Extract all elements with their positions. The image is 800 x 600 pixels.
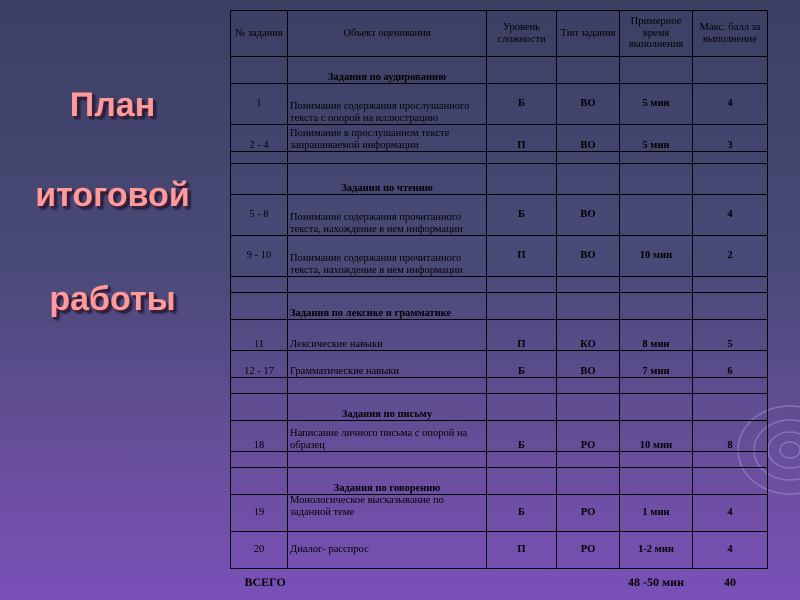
task-object: Написание личного письма с опорой на образец [288, 421, 487, 452]
total-row [231, 569, 768, 598]
section-row [231, 468, 768, 495]
section-title-reading: Задания по чтению [288, 164, 487, 195]
spacer-row [231, 152, 768, 164]
task-object: Понимание содержания прочитанного текста, нахождение в нем информации [288, 236, 487, 277]
task-level: П [487, 125, 557, 152]
task-object: Понимание содержания прочитанного текста, нахождение в нем информации [288, 195, 487, 236]
task-score: 5 [693, 320, 768, 351]
task-score: 4 [693, 84, 768, 125]
task-object: Лексические навыки [288, 320, 487, 351]
task-type: ВО [557, 195, 620, 236]
spacer-row [231, 277, 768, 293]
task-type: ВО [557, 351, 620, 378]
task-score: 6 [693, 351, 768, 378]
task-type: ВО [557, 84, 620, 125]
task-type: ВО [557, 236, 620, 277]
section-title-speaking: Задания по говорению [288, 468, 487, 495]
section-row [231, 57, 768, 84]
table-row [231, 236, 768, 277]
task-time: 7 мин [620, 351, 693, 378]
table-row [231, 351, 768, 378]
task-number: 12 - 17 [231, 351, 288, 378]
task-number: 1 [231, 84, 288, 125]
task-type: РО [557, 421, 620, 452]
total-label: ВСЕГО [244, 575, 286, 590]
task-object: Понимание в прослушанном тексте запрашиваемой информации [288, 125, 487, 152]
spacer-row [231, 452, 768, 468]
table-row [231, 125, 768, 152]
task-number: 20 [231, 532, 288, 569]
task-type: РО [557, 532, 620, 569]
task-time [620, 195, 693, 236]
table-row [231, 84, 768, 125]
task-number: 2 - 4 [231, 125, 288, 152]
task-type: РО [557, 495, 620, 532]
task-level: Б [487, 195, 557, 236]
spacer-row [231, 378, 768, 394]
task-object: Диалог- расспрос [288, 532, 487, 569]
task-score: 4 [693, 532, 768, 569]
table-row [231, 195, 768, 236]
task-level: П [487, 320, 557, 351]
task-time: 1-2 мин [620, 532, 693, 569]
task-time: 1 мин [620, 495, 693, 532]
task-number: 18 [231, 421, 288, 452]
task-level: Б [487, 351, 557, 378]
header-task-type: Тип задания [557, 11, 620, 57]
section-title-listening: Задания по аудированию [288, 57, 487, 84]
total-score: 40 [724, 575, 736, 590]
table-row [231, 495, 768, 532]
task-number: 19 [231, 495, 288, 532]
table-row [231, 320, 768, 351]
task-object: Понимание содержания прослушанного текста с опорой на иллюстрацию [288, 84, 487, 125]
section-title-writing: Задания по письму [288, 394, 487, 421]
task-type: ВО [557, 125, 620, 152]
task-number: 9 - 10 [231, 236, 288, 277]
header-max-score: Макс. балл за выполнение [693, 11, 768, 57]
task-score: 4 [693, 495, 768, 532]
title-line-3: работы [49, 280, 176, 318]
task-object: Грамматические навыки [288, 351, 487, 378]
task-score: 8 [693, 421, 768, 452]
task-number: 11 [231, 320, 288, 351]
task-score: 3 [693, 125, 768, 152]
task-time: 5 мин [620, 125, 693, 152]
header-task-number: № задания [231, 11, 288, 57]
task-time: 8 мин [620, 320, 693, 351]
header-approx-time: Примерное время выполнения [620, 11, 693, 57]
table-row [231, 532, 768, 569]
section-row [231, 293, 768, 320]
assessment-plan-table [230, 10, 768, 597]
task-time: 10 мин [620, 236, 693, 277]
task-type: КО [557, 320, 620, 351]
task-score: 4 [693, 195, 768, 236]
task-level: Б [487, 421, 557, 452]
section-row [231, 164, 768, 195]
title-line-1: План [69, 86, 156, 124]
task-level: Б [487, 495, 557, 532]
total-time: 48 -50 мин [628, 575, 684, 590]
task-time: 10 мин [620, 421, 693, 452]
task-level: П [487, 532, 557, 569]
title-line-2: итоговой [35, 176, 190, 214]
task-level: П [487, 236, 557, 277]
task-object: Монологическое высказывание по заданной теме [288, 495, 487, 532]
header-difficulty-level: Уровень сложности [487, 11, 557, 57]
header-assessment-object: Объект оценивания [288, 11, 487, 57]
table-row [231, 421, 768, 452]
table-header-row [231, 11, 768, 57]
task-score: 2 [693, 236, 768, 277]
task-time: 5 мин [620, 84, 693, 125]
section-row [231, 394, 768, 421]
task-number: 5 - 8 [231, 195, 288, 236]
task-level: Б [487, 84, 557, 125]
section-title-lexis-grammar: Задания по лексике и грамматике [288, 293, 487, 320]
